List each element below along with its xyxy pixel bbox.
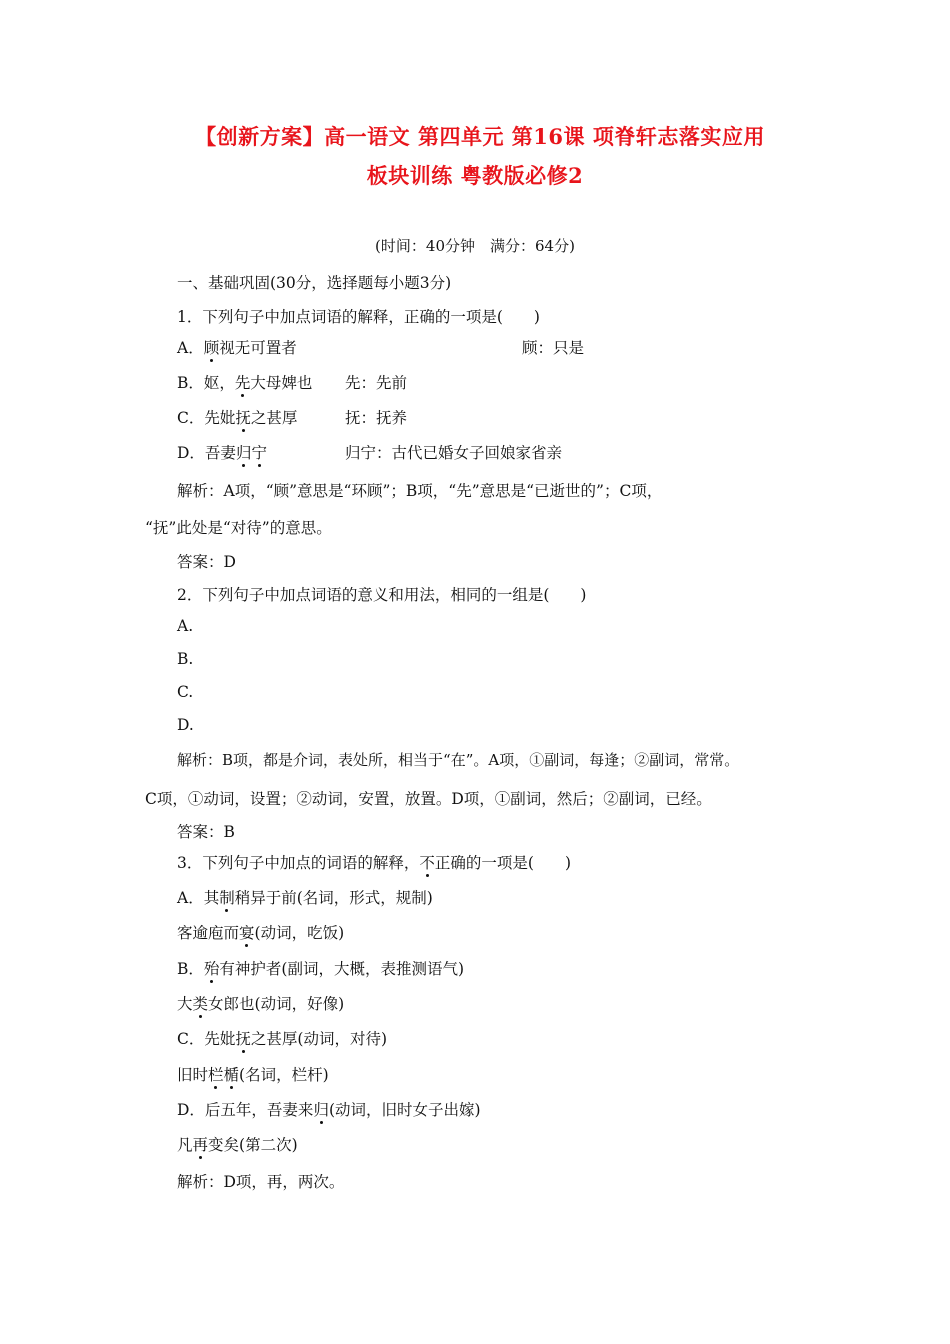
q1-option-a: A．顾视无可置者 顾：只是 <box>177 336 297 358</box>
q3-option-d-line1: D．后五年，吾妻来归(动词，旧时女子出嫁) <box>177 1101 481 1119</box>
q1-analysis-line2: “抚”此处是“对待”的意思。 <box>145 519 332 537</box>
q1-option-b-gloss: 先：先前 <box>345 374 408 392</box>
q3-option-a-line1: A．其制稍异于前(名词，形式，规制) <box>177 889 433 907</box>
q3-option-b-line2: 大类女郎也(动词，好像) <box>177 995 345 1013</box>
q2-answer: 答案：B <box>177 823 235 841</box>
q3-analysis: 解析：D项，再，两次。 <box>177 1173 345 1191</box>
q2-stem: 2．下列句子中加点词语的意义和用法，相同的一组是( ) <box>177 586 587 604</box>
q3-option-d-line2: 凡再变矣(第二次) <box>177 1136 298 1154</box>
q1-analysis-line1: 解析：A项，“顾”意思是“环顾”；B项，“先”意思是“已逝世的”；C项， <box>177 482 663 500</box>
q1-stem: 1．下列句子中加点词语的解释，正确的一项是( ) <box>177 308 540 326</box>
q2-option-c: C. <box>177 683 194 701</box>
time-score-info: (时间：40分钟 满分：64分) <box>375 237 575 255</box>
doc-title-line2: 板块训练 粤教版必修2 <box>366 163 584 188</box>
q2-analysis-line2: C项，①动词，设置；②动词，安置，放置。D项，①副词，然后；②副词，已经。 <box>145 790 712 808</box>
q3-option-c-line1: C．先妣抚之甚厚(动词，对待) <box>177 1030 387 1048</box>
doc-title-line1: 【创新方案】高一语文 第四单元 第16课 项脊轩志落实应用 <box>195 124 765 149</box>
q1-option-a-gloss: 顾：只是 <box>522 339 585 357</box>
q2-option-d: D. <box>177 716 194 734</box>
q1-option-d-gloss: 归宁：古代已婚女子回娘家省亲 <box>345 444 563 462</box>
q1-option-d: D．吾妻归宁 归宁：古代已婚女子回娘家省亲 <box>177 441 777 463</box>
q3-option-b-line1: B．殆有神护者(副词，大概，表推测语气) <box>177 960 465 978</box>
q3-option-c-line2: 旧时栏楯(名词，栏杆) <box>177 1066 329 1084</box>
q2-option-b: B. <box>177 650 194 668</box>
q2-option-a: A. <box>177 617 194 635</box>
q1-option-c-gloss: 抚：抚养 <box>345 409 408 427</box>
q1-option-c: C．先妣抚之甚厚 抚：抚养 <box>177 406 777 428</box>
q1-option-b: B．妪，先大母婢也 先：先前 <box>177 371 777 393</box>
q1-answer: 答案：D <box>177 553 236 571</box>
q2-analysis-line1: 解析：B项，都是介词，表处所，相当于“在”。A项，①副词，每逢；②副词，常常。 <box>177 751 740 769</box>
q3-stem: 3．下列句子中加点的词语的解释，不正确的一项是( ) <box>177 854 571 872</box>
q3-option-a-line2: 客逾庖而宴(动词，吃饭) <box>177 924 345 942</box>
section-heading: 一、基础巩固(30分，选择题每小题3分) <box>177 274 452 292</box>
